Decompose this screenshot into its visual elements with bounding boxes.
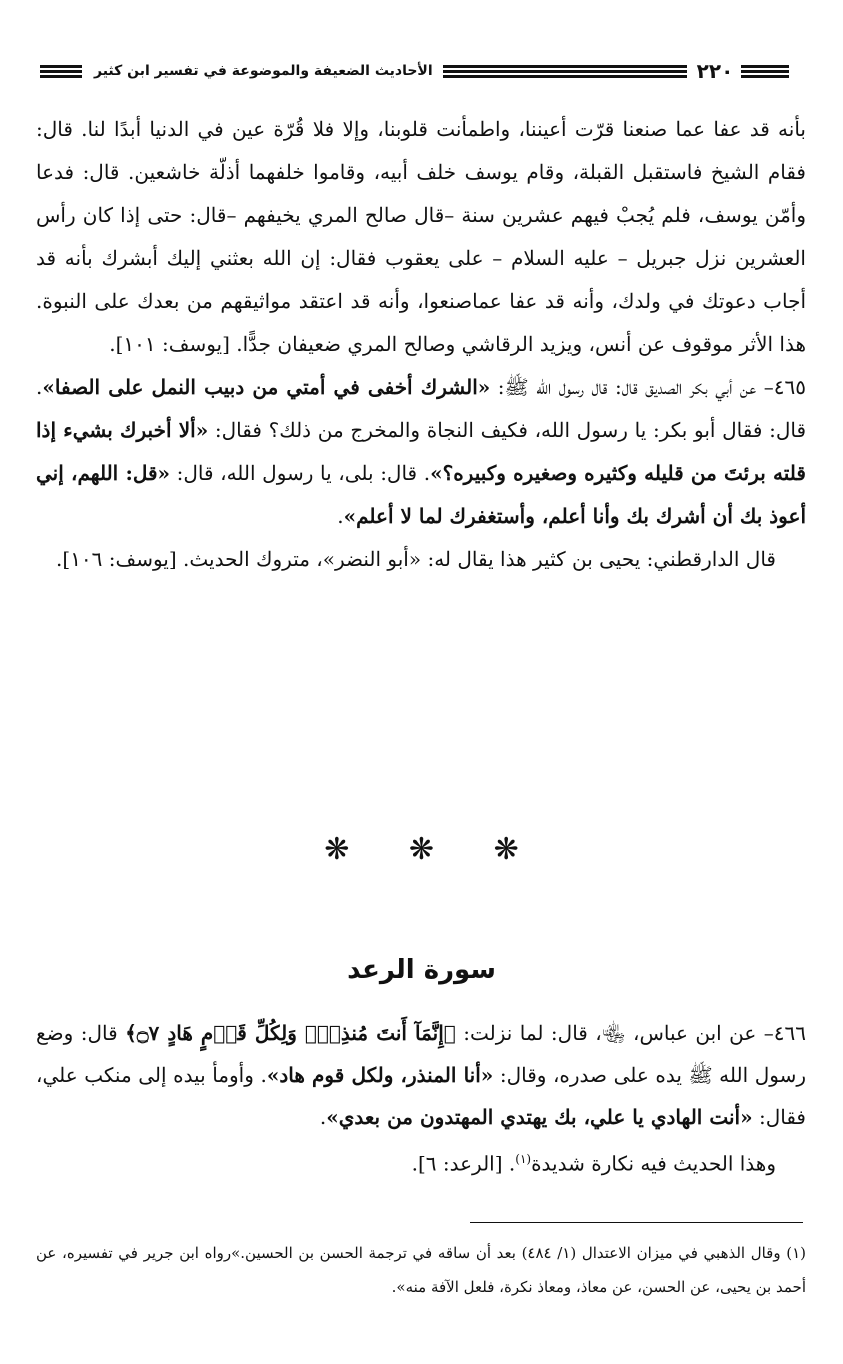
hadith-466-mid: قال: وضع رسول الله ﷺ يده على صدره، وقال: xyxy=(36,1021,806,1087)
footnote-marker[interactable]: (١) xyxy=(515,1152,532,1166)
hadith-465-quote-1: «الشرك أخفى في أمتي من دبيب النمل على الصفا» xyxy=(42,375,491,399)
paragraph-continued: بأنه قد عفا عما صنعنا قرّت أعيننا، واطمأنت قلوبنا، وإلا فلا قُرّة عين في الدنيا أبدًا لنا. قال: فقام الشيخ فاستقبل القبلة، وقام يوسف خلف أبيه، وقاموا خلفهما أذلّة خاشعين. قال: فدعا وأمّن يوسف، فلم يُجبْ فيهم عشرين سنة –قال صالح المري يخيفهم –قال: حتى إذا كان رأس العشرين نزل جبريل – عليه السلام – على يعقوب فقال: إن الله بعثني إليك أبشرك بأنه قد أجاب دعوتك في ولدك، وأنه قد عفا عماصنعوا، وأنه قد اعتقد مواثيقهم من بعدك على النبوة. هذا الأثر موقوف عن أنس، ويزيد الرقاشي وصالح المري ضعيفان جدًّا. [يوسف: ١٠١]. xyxy=(36,117,806,356)
main-text xyxy=(36,108,806,581)
header-rule-middle xyxy=(443,64,687,79)
hadith-465-end: . xyxy=(337,504,344,528)
surah-heading: سورة الرعد xyxy=(347,955,496,985)
verdict-text: وهذا الحديث فيه نكارة شديدة xyxy=(531,1151,776,1176)
hadith-466-end: . xyxy=(319,1105,327,1129)
page-number: ٢٢٠ xyxy=(696,59,734,83)
footnote-1: (١) وقال الذهبي في ميزان الاعتدال (١/ ٤٨٤) بعد أن ساقه في ترجمة الحسن بن الحسين.»رواه ابن جرير في تفسيره، عن أحمد بن يحيى، عن الحسن، عن معاذ، ومعاذ نكرة، فلعل الآفة منه». xyxy=(36,1244,807,1296)
hadith-466-intro: ٤٦٦– عن ابن عباس، ﵄، قال: لما نزلت: xyxy=(455,1021,806,1045)
hadith-466-verdict xyxy=(36,1138,806,1185)
hadith-466-quote-2: «أنت الهادي يا علي، بك يهتدي المهتدون من بعدي» xyxy=(326,1105,753,1129)
hadith-465-quote-2: «ألا أخبرك بشيء إذا قلته برئتَ من قليله وكثيره وصغيره وكبيره؟» xyxy=(36,418,806,485)
running-title: الأحاديث الضعيفة والموضوعة في تفسير ابن كثير xyxy=(94,63,433,79)
daraqutni-note: قال الدارقطني: يحيى بن كثير هذا يقال له: «أبو النضر»، متروك الحديث. [يوسف: ١٠٦]. xyxy=(56,547,776,571)
asterisk-ornament: ❋ xyxy=(493,832,519,867)
verdict-reference: . [الرعد: ٦]. xyxy=(411,1151,516,1176)
running-header xyxy=(40,56,796,86)
hadith-466-mid-2: . وأومأ بيده إلى منكب علي، فقال: xyxy=(36,1063,806,1129)
quran-verse: ﴿إِنَّمَآ أَنتَ مُنذِرٌۖ وَلِكُلِّ قَوۡمٍ هَادٍ ۝٧﴾ xyxy=(125,1021,456,1045)
header-rule-right xyxy=(741,64,789,79)
footnote-divider xyxy=(470,1222,803,1223)
header-rule-left xyxy=(40,64,82,79)
footnotes xyxy=(36,1236,806,1304)
hadith-466-quote-1: «أنا المنذر، ولكل قوم هاد» xyxy=(266,1063,494,1087)
hadith-465 xyxy=(36,366,806,538)
section-separator xyxy=(0,832,843,867)
hadith-465-intro: ٤٦٥– عن أبي بكر الصديق قال: قال رسول الله ﷺ: xyxy=(490,375,806,399)
hadith-465-quote-3: «قل: اللهم، إني أعوذ بك أن أشرك بك وأنا أعلم، وأستغفرك لما لا أعلم» xyxy=(36,461,806,528)
asterisk-ornament: ❋ xyxy=(324,832,350,867)
hadith-466 xyxy=(36,1012,806,1138)
hadith-465-mid: . قال: فقال أبو بكر: يا رسول الله، فكيف النجاة والمخرج من ذلك؟ فقال: xyxy=(36,375,806,442)
asterisk-ornament: ❋ xyxy=(408,832,435,867)
hadith-465-mid-2: . قال: بلى، يا رسول الله، قال: xyxy=(170,461,431,485)
surah-text xyxy=(36,1012,806,1185)
